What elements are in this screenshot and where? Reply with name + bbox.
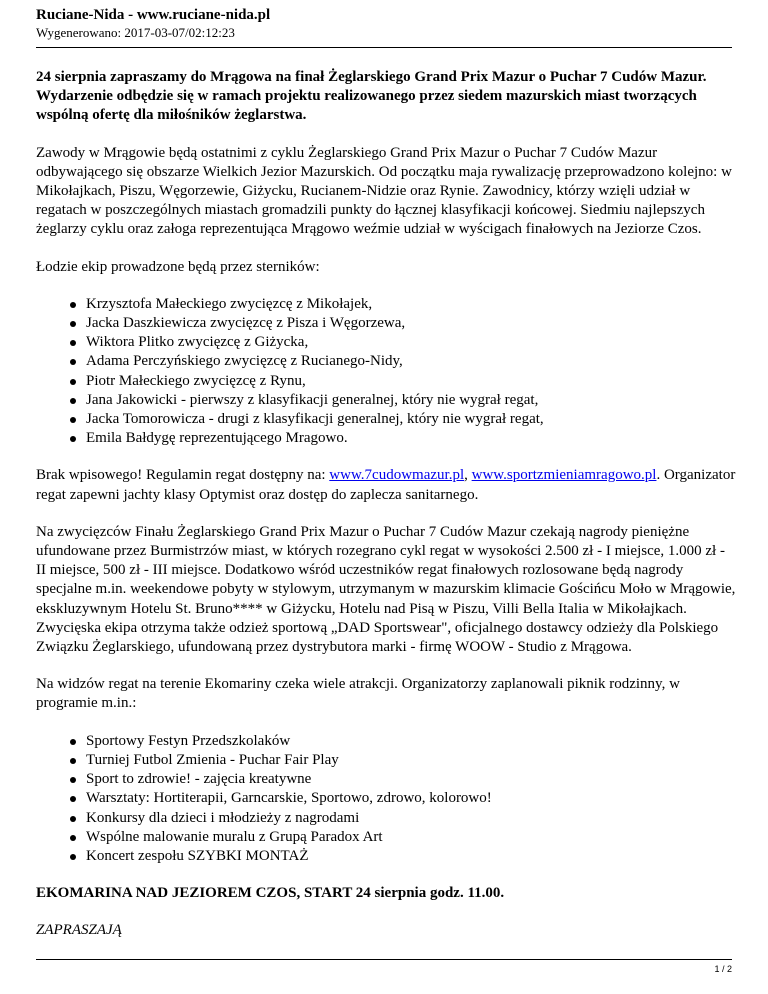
link-7cudowmazur[interactable]: www.7cudowmazur.pl [329,467,465,484]
page-number: 1 / 2 [714,964,732,974]
bullet-icon [70,758,76,764]
bullet-icon [70,321,76,327]
header-divider [36,47,732,48]
list-item: Jacka Daszkiewicza zwycięzcę z Pisza i Węgorzewa, [36,314,736,333]
bullet-icon [70,854,76,860]
list-item: Wspólne malowanie muralu z Grupą Paradox Art [36,828,736,847]
footer-divider [36,959,732,960]
list-item: Koncert zespołu SZYBKI MONTAŻ [36,847,736,866]
article-body [36,68,736,941]
bullet-icon [70,777,76,783]
list-item: Sportowy Festyn Przedszkolaków [36,732,736,751]
signoff: ZAPRASZAJĄ [36,922,122,939]
link-sportzmieniamragowo[interactable]: www.sportzmieniamragowo.pl [471,467,657,484]
list-item: Wiktora Plitko zwycięzcę z Giżycka, [36,333,736,352]
paragraph-prizes: Na zwycięzców Finału Żeglarskiego Grand Prix Mazur o Puchar 7 Cudów Mazur czekają nagrody pieniężne ufundowane przez Burmistrzów miast, w których rozegrano cykl regat w wysokości 2.500 zł - I miejsce, 1.000 zł - II miejsce, 500 zł - III miejsce. Dodatkowo wśród uczestników regat finałowych rozlosowane będą nagrody specjalne m.in. weekendowe pobyty w stylowym, utrzymanym w mazurskim klimacie Gościńcu Mołо w Mrągowie, ekskluzywnym Hotelu St. Bruno**** w Giżycku, Hotelu nad Pisą w Piszu, Villi Bella Italia w Mikołajkach. Zwycięska ekipa otrzyma także odzież sportową „DAD Sportswear", oficjalnego dostawcy odzieży dla Polskiego Związku Żeglarskiego, ufundowaną przez dystrybutora marki - firmę WOOW - Studio z Mrągowa. [36,523,736,656]
skippers-list [36,295,736,449]
bullet-icon [70,835,76,841]
bullet-icon [70,417,76,423]
article-lead: 24 sierpnia zapraszamy do Mrągowa na finał Żeglarskiego Grand Prix Mazur o Puchar 7 Cudów Mazur. Wydarzenie odbędzie się w ramach projektu realizowanego przez siedem mazurskich miast tworzących wspólną ofertę dla miłośników żeglarstwa. [36,69,707,124]
paragraph-attractions-intro: Na widzów regat na terenie Ekomariny czeka wiele atrakcji. Organizatorzy zaplanowali piknik rodzinny, w programie m.in.: [36,676,680,712]
list-item: Adama Perczyńskiego zwycięzcę z Rucianego-Nidy, [36,352,736,371]
bullet-icon [70,302,76,308]
bullet-icon [70,379,76,385]
attractions-list [36,732,736,866]
generated-timestamp: Wygenerowano: 2017-03-07/02:12:23 [36,25,235,40]
bullet-icon [70,359,76,365]
list-item: Sport to zdrowie! - zajęcia kreatywne [36,770,736,789]
closing-announcement: EKOMARINA NAD JEZIOREM CZOS, START 24 sierpnia godz. 11.00. [36,885,505,902]
bullet-icon [70,398,76,404]
list-item: Emila Bałdygę reprezentującego Mragowo. [36,429,736,448]
bullet-icon [70,739,76,745]
paragraph-competition: Zawody w Mrągowie będą ostatnimi z cyklu Żeglarskiego Grand Prix Mazur o Puchar 7 Cudów Mazur odbywającego się obszarze Wielkich Jezior Mazurskich. Od początku maja rywalizację przeprowadzono kolejno: w Mikołajkach, Piszu, Węgorzewie, Giżycku, Rucianem-Nidzie oraz Rynie. Zawodnicy, którzy wzięli udział w regatach w poszczególnych miastach gromadzili punkty do łącznej klasyfikacji końcowej. Siedmiu najlepszych żeglarzy cyklu oraz załoga reprezentująca Mrągowo weźmie udział w wyścigach finałowych na Jeziorze Czos. [36,144,732,238]
list-item: Jacka Tomorowicza - drugi z klasyfikacji generalnej, który nie wygrał regat, [36,410,736,429]
paragraph-skippers-intro: Łodzie ekip prowadzone będą przez sterników: [36,258,320,275]
site-title: Ruciane-Nida - www.ruciane-nida.pl [36,7,271,23]
list-item: Krzysztofa Małeckiego zwycięzcę z Mikołajek, [36,295,736,314]
paragraph-rules: Brak wpisowego! Regulamin regat dostępny na: www.7cudowmazur.pl, www.sportzmieniamragowo.pl. Organizator regat zapewni jachty klasy Optymist oraz dostęp do zaplecza sanitarnego. [36,467,736,503]
bullet-icon [70,436,76,442]
bullet-icon [70,796,76,802]
list-item: Warsztaty: Hortiterapii, Garncarskie, Sportowo, zdrowo, kolorowo! [36,789,736,808]
bullet-icon [70,816,76,822]
list-item: Piotr Małeckiego zwycięzcę z Rynu, [36,372,736,391]
page-header [36,6,270,41]
bullet-icon [70,340,76,346]
list-item: Konkursy dla dzieci i młodzieży z nagrodami [36,809,736,828]
list-item: Jana Jakowicki - pierwszy z klasyfikacji generalnej, który nie wygrał regat, [36,391,736,410]
list-item: Turniej Futbol Zmienia - Puchar Fair Play [36,751,736,770]
